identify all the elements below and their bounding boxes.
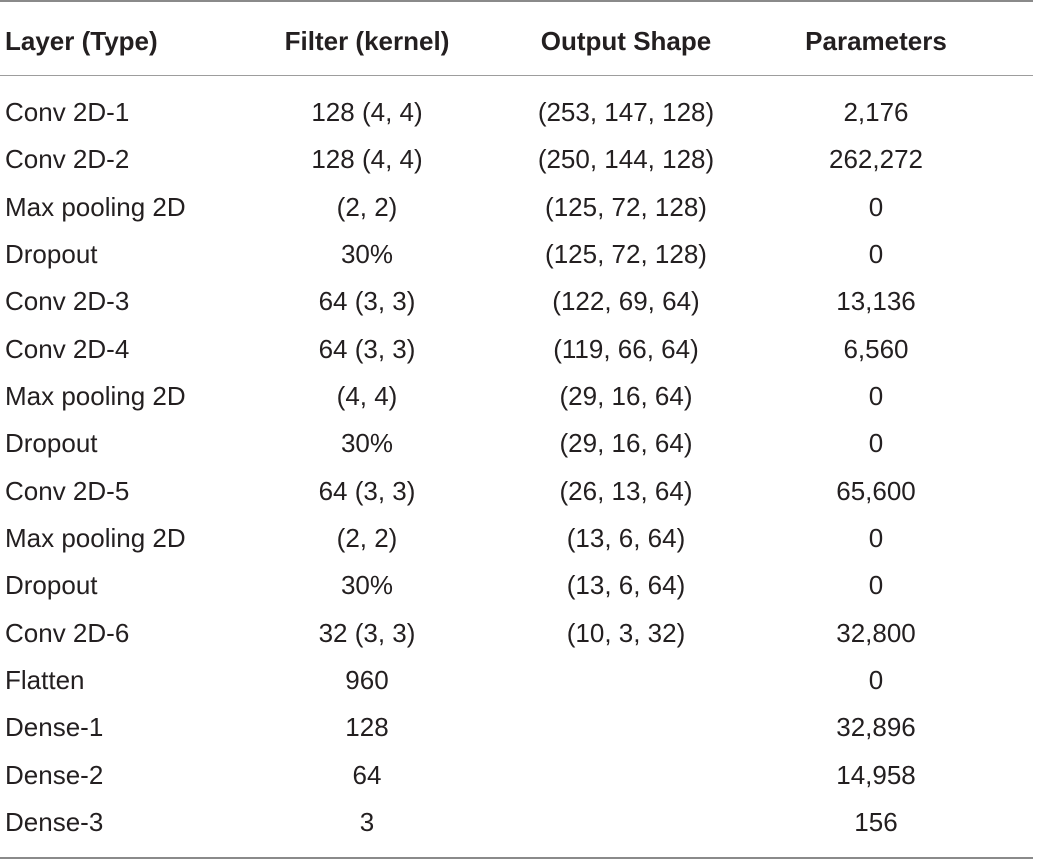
table-bottom-rule <box>0 857 1033 859</box>
cell-parameters: 0 <box>868 191 884 222</box>
table-row <box>0 468 1033 515</box>
cell-parameters: 2,176 <box>843 97 909 127</box>
cell-layer-type: Conv 2D-2 <box>5 144 130 175</box>
cell-output-shape: (10, 3, 32) <box>566 617 686 648</box>
table-row <box>0 704 1033 751</box>
table-row <box>0 515 1033 562</box>
cell-layer-type: Dense-1 <box>5 712 104 743</box>
cell-filter-kernel: (2, 2) <box>336 191 398 222</box>
cell-output-shape: (250, 144, 128) <box>537 144 715 175</box>
table-row <box>0 562 1033 609</box>
cell-layer-type: Dropout <box>5 428 98 459</box>
cell-layer-type: Flatten <box>5 665 85 696</box>
cell-filter-kernel: 30% <box>340 239 394 270</box>
cell-layer-type: Conv 2D-1 <box>5 97 130 127</box>
cell-filter-kernel: 128 <box>345 712 389 743</box>
cell-parameters: 32,896 <box>836 712 916 743</box>
header-output-shape: Output Shape <box>540 26 712 56</box>
table-row <box>0 278 1033 325</box>
table-row <box>0 799 1033 846</box>
cell-parameters: 32,800 <box>836 617 916 648</box>
table-row <box>0 752 1033 799</box>
cell-filter-kernel: 3 <box>359 807 375 838</box>
cell-output-shape: (125, 72, 128) <box>545 239 707 270</box>
cell-output-shape: (29, 16, 64) <box>559 428 693 459</box>
table-header-row <box>0 17 1033 65</box>
header-filter-kernel: Filter (kernel) <box>284 26 450 56</box>
table-body <box>0 89 1033 847</box>
cell-filter-kernel: 64 (3, 3) <box>318 475 416 506</box>
cell-parameters: 65,600 <box>836 475 916 506</box>
cell-parameters: 13,136 <box>836 286 916 317</box>
cell-output-shape: (119, 66, 64) <box>553 333 699 364</box>
cell-layer-type: Max pooling 2D <box>5 381 186 412</box>
cell-output-shape: (253, 147, 128) <box>537 97 715 127</box>
header-parameters: Parameters <box>805 26 947 56</box>
cell-layer-type: Dense-2 <box>5 759 104 790</box>
cell-layer-type: Conv 2D-4 <box>5 333 130 364</box>
cell-parameters: 0 <box>868 570 884 601</box>
cell-output-shape: (122, 69, 64) <box>552 286 700 317</box>
cell-parameters: 262,272 <box>829 144 923 175</box>
table-row <box>0 184 1033 231</box>
cell-output-shape <box>506 657 746 704</box>
cell-filter-kernel: 64 (3, 3) <box>318 286 416 317</box>
cell-parameters: 0 <box>868 665 884 696</box>
cell-layer-type: Max pooling 2D <box>5 523 186 554</box>
cell-layer-type: Conv 2D-5 <box>5 475 130 506</box>
cell-output-shape <box>506 799 746 846</box>
cell-filter-kernel: 128 (4, 4) <box>311 144 423 175</box>
cell-layer-type: Max pooling 2D <box>5 191 186 222</box>
table-row <box>0 231 1033 278</box>
table-row <box>0 420 1033 467</box>
cell-output-shape: (26, 13, 64) <box>559 475 693 506</box>
cell-filter-kernel: 64 <box>352 759 382 790</box>
cell-output-shape: (29, 16, 64) <box>559 381 693 412</box>
cell-filter-kernel: (2, 2) <box>336 523 398 554</box>
cell-output-shape: (13, 6, 64) <box>566 570 686 601</box>
cell-layer-type: Dropout <box>5 570 98 601</box>
cell-parameters: 14,958 <box>836 759 916 790</box>
cell-filter-kernel: 32 (3, 3) <box>318 617 416 648</box>
table-row <box>0 136 1033 183</box>
cell-parameters: 0 <box>868 381 884 412</box>
cell-filter-kernel: 30% <box>340 570 394 601</box>
cell-filter-kernel: 960 <box>345 665 389 696</box>
cell-filter-kernel: 64 (3, 3) <box>318 333 416 364</box>
header-layer-type: Layer (Type) <box>5 26 158 56</box>
cell-layer-type: Conv 2D-6 <box>5 617 130 648</box>
cell-layer-type: Conv 2D-3 <box>5 286 130 317</box>
cell-filter-kernel: (4, 4) <box>336 381 398 412</box>
table-row <box>0 89 1033 136</box>
cell-layer-type: Dropout <box>5 239 98 270</box>
table-row <box>0 373 1033 420</box>
cell-output-shape: (13, 6, 64) <box>566 523 686 554</box>
cell-output-shape <box>506 704 746 751</box>
cell-filter-kernel: 30% <box>340 428 394 459</box>
table-top-rule <box>0 0 1033 2</box>
cell-parameters: 6,560 <box>843 333 909 364</box>
cell-parameters: 156 <box>854 807 898 838</box>
cell-output-shape <box>506 752 746 799</box>
cell-parameters: 0 <box>868 428 884 459</box>
table-header-rule <box>0 75 1033 76</box>
cell-parameters: 0 <box>868 523 884 554</box>
cell-output-shape: (125, 72, 128) <box>545 191 707 222</box>
table-row <box>0 657 1033 704</box>
table-row <box>0 326 1033 373</box>
table-row <box>0 610 1033 657</box>
cell-filter-kernel: 128 (4, 4) <box>311 97 423 127</box>
cell-parameters: 0 <box>868 239 884 270</box>
cell-layer-type: Dense-3 <box>5 807 104 838</box>
